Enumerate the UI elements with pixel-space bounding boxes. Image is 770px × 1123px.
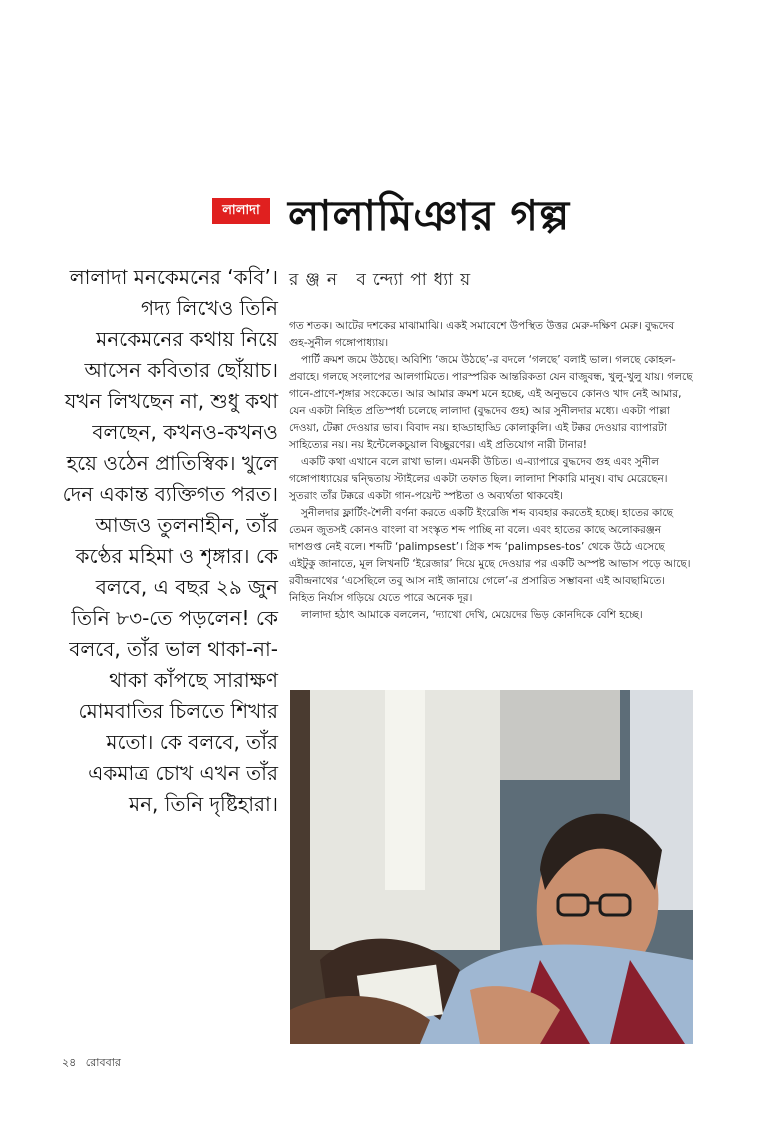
- magazine-name: রোববার: [85, 1056, 121, 1069]
- body-paragraph: সুনীলদার ফ্লার্টিং-শৈলী বর্ণনা করতে একটি ইংরেজি শব্দ ব্যবহার করতেই হচ্ছে। হাতের কাছে তেমন জুতসই কোনও বাংলা বা সংস্কৃত শব্দ পাচ্ছি না বলে। এবং হাতের কাছে অলোকরঞ্জন দাশগুপ্ত নেই বলে। শব্দটি ‘palimpsest’। গ্রিক শব্দ ‘palimpses-tos’ থেকে উঠে এসেছে এইটুকু জানাতে, মূল লিখনটি ‘ইরেজার’ দিয়ে মুছে দেওয়ার পর একটি অস্পষ্ট আভাস পড়ে আছে। রবীন্দ্রনাথের ‘এসেছিলে তবু আস নাই জানায়ে গেলে’-র প্রসারিত সম্ভাবনা এই আবছামিতে। নিহিত নির্যাস গড়িয়ে যেতে পারে অনেক দূর।: [289, 507, 691, 604]
- article-photo: [290, 690, 693, 1044]
- photo-illustration: [290, 690, 693, 1044]
- body-paragraph: পার্টি ক্রমশ জমে উঠছে। অবিশ্যি ‘জমে উঠছে’-র বদলে ‘গলছে’ বলাই ভাল। গলছে কোহল-প্রবাহে। গলছে সংলাপের আলগামিতে। পারস্পরিক আন্তরিকতা যেন বাজুবন্ধ, খুলু-খুলু যায়। গলছে গানে-প্রাণে-শৃঙ্গার সংকেতে। আর আমার ক্রমশ মনে হচ্ছে, এই অনুভবে কোনও খাদ নেই আমার, যেন একটা নিহিত প্রতিস্পর্ধা চলেছে লালাদা (বুদ্ধদেব গুহ) আর সুনীলদার মধ্যে। একটা পাল্লা দেওয়া, টেক্কা দেওয়ার ভাব। বিবাদ নয়। হাড্ডাহাড্ডি কোলাকুলি। এই টক্কর দেওয়ার ব্যাপারটা সাহিত্যের নয়। নয় ইন্টেলেকচুয়াল বিচ্ছুরণের। এই প্রতিযোগ নারী টানার!: [289, 354, 693, 451]
- article-body: [289, 318, 693, 624]
- pull-quote: লালাদা মনকেমনের ‘কবি’। গদ্য লিখেও তিনি মনকেমনের কথায় নিয়ে আসেন কবিতার ছোঁয়াচ। যখন লিখছেন না, শুধু কথা বলছেন, কখনও-কখনও হয়ে ওঠেন প্রাতিস্বিক। খুলে দেন একান্ত ব্যক্তিগত পরত। আজও তুলনাহীন, তাঁর কণ্ঠের মহিমা ও শৃঙ্গার। কে বলবে, এ বছর ২৯ জুন তিনি ৮৩-তে পড়লেন! কে বলবে, তাঁর ভাল থাকা-না-থাকা কাঁপছে সারাক্ষণ মোমবাতির চিলতে শিখার মতো। কে বলবে, তাঁর একমাত্র চোখ এখন তাঁর মন, তিনি দৃষ্টিহারা।: [62, 265, 278, 816]
- body-paragraph: গত শতক। আটের দশকের মাঝামাঝি। একই সমাবেশে উপস্থিত উত্তর মেরু-দক্ষিণ মেরু। বুদ্ধদেব গুহ-সুনীল গঙ্গোপাধ্যায়।: [289, 320, 675, 349]
- page-footer: [62, 1054, 121, 1073]
- page-number: ২৪: [62, 1056, 77, 1069]
- author-byline: রঞ্জন বন্দ্যোপাধ্যায়: [289, 270, 478, 290]
- article-title: লালামিঞার গল্প: [288, 191, 571, 240]
- body-paragraph: একটি কথা এখানে বলে রাখা ভাল। এমনকী উচিত। এ-ব্যাপারে বুদ্ধদেব গুহ এবং সুনীল গঙ্গোপাধ্যায়ের দ্বন্দ্বিতায় স্টাইলের একটা তফাত ছিল। লালাদা শিকারি মানুষ। বাঘ মেরেছেন। সুতরাং তাঁর টক্করে একটা গান-পয়েন্ট স্পষ্টতা ও অব্যর্থতা থাকবেই।: [289, 456, 668, 502]
- body-paragraph: লালাদা হঠাৎ আমাকে বললেন, ‘দ্যাখো দেখি, মেয়েদের ভিড় কোনদিকে বেশি হচ্ছে।: [301, 609, 643, 621]
- section-tag: লালাদা: [212, 198, 270, 224]
